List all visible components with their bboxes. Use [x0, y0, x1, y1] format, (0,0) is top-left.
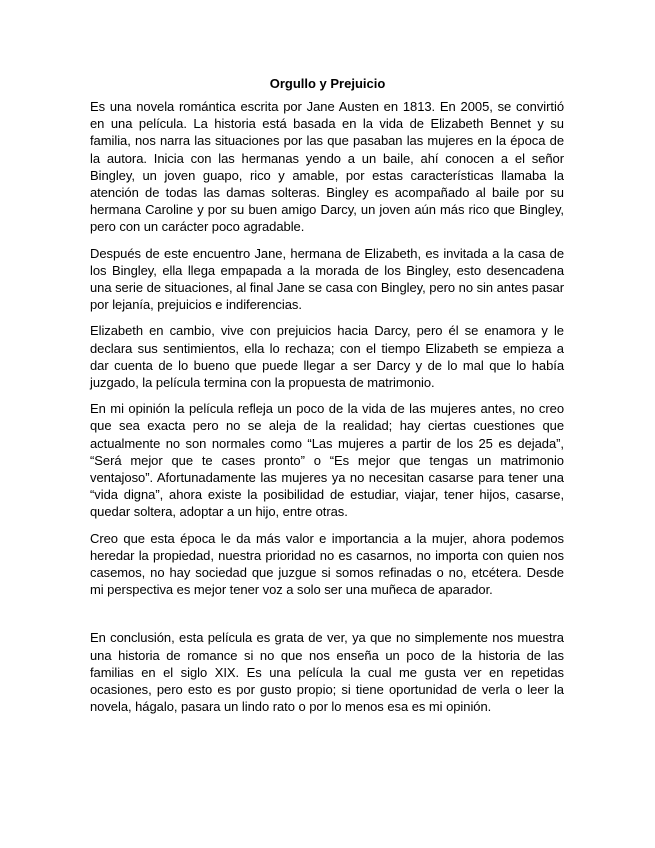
- document-body: [90, 98, 564, 725]
- paragraph-opinion: En mi opinión la película refleja un poco de la vida de las mujeres antes, no creo que sea exacta pero no se aleja de la realidad; hay ciertas cuestiones que actualmente no son normales como “Las mujeres a partir de los 25 es dejada”, “Será mejor que te cases pronto” o “Es mejor que tengas un matrimonio ventajoso”. Afortunadamente las mujeres ya no necesitan casarse para tener una “vida digna”, ahora existe la posibilidad de estudiar, viajar, tener hijos, casarse, quedar soltera, adoptar a un hijo, entre otras.: [90, 401, 564, 520]
- paragraph-elizabeth: Elizabeth en cambio, vive con prejuicios hacia Darcy, pero él se enamora y le declara sus sentimientos, ella lo rechaza; con el tiempo Elizabeth se empieza a dar cuenta de lo bueno que puede llegar a ser Darcy y de lo mal que lo había juzgado, la película termina con la propuesta de matrimonio.: [90, 323, 564, 391]
- paragraph-modern-era: Creo que esta época le da más valor e importancia a la mujer, ahora podemos heredar la propiedad, nuestra prioridad no es casarnos, no importa con quien nos casemos, no hay sociedad que juzgue si somos refinadas o no, etcétera. Desde mi perspectiva es mejor tener voz a solo ser una muñeca de aparador.: [90, 530, 564, 598]
- document-title: Orgullo y Prejuicio: [269, 76, 386, 91]
- paragraph-intro: Es una novela romántica escrita por Jane Austen en 1813. En 2005, se convirtió en una película. La historia está basada en la vida de Elizabeth Bennet y su familia, nos narra las situaciones por las que pasaban las mujeres en la época de la autora. Inicia con las hermanas yendo a un baile, ahí conocen a el señor Bingley, un joven guapo, rico y amable, por estas características llamaba la atención de todas las damas solteras. Bingley es acompañado al baile por su hermana Caroline y por su buen amigo Darcy, un joven aún más rico que Bingley, pero con un carácter poco agradable.: [90, 99, 564, 235]
- paragraph-jane: Después de este encuentro Jane, hermana de Elizabeth, es invitada a la casa de los Bingley, ella llega empapada a la morada de los Bingley, esto desencadena una serie de situaciones, al final Jane se casa con Bingley, pero no sin antes pasar por lejanía, prejuicios e indiferencias.: [90, 245, 564, 313]
- paragraph-conclusion: En conclusión, esta película es grata de ver, ya que no simplemente nos muestra una historia de romance si no que nos enseña un poco de la historia de las familias en el siglo XIX. Es una película la cual me gusta ver en repetidas ocasiones, pero esto es por gusto propio; si tiene oportunidad de verla o leer la novela, hágalo, pasara un lindo rato o por lo menos esa es mi opinión.: [90, 630, 564, 715]
